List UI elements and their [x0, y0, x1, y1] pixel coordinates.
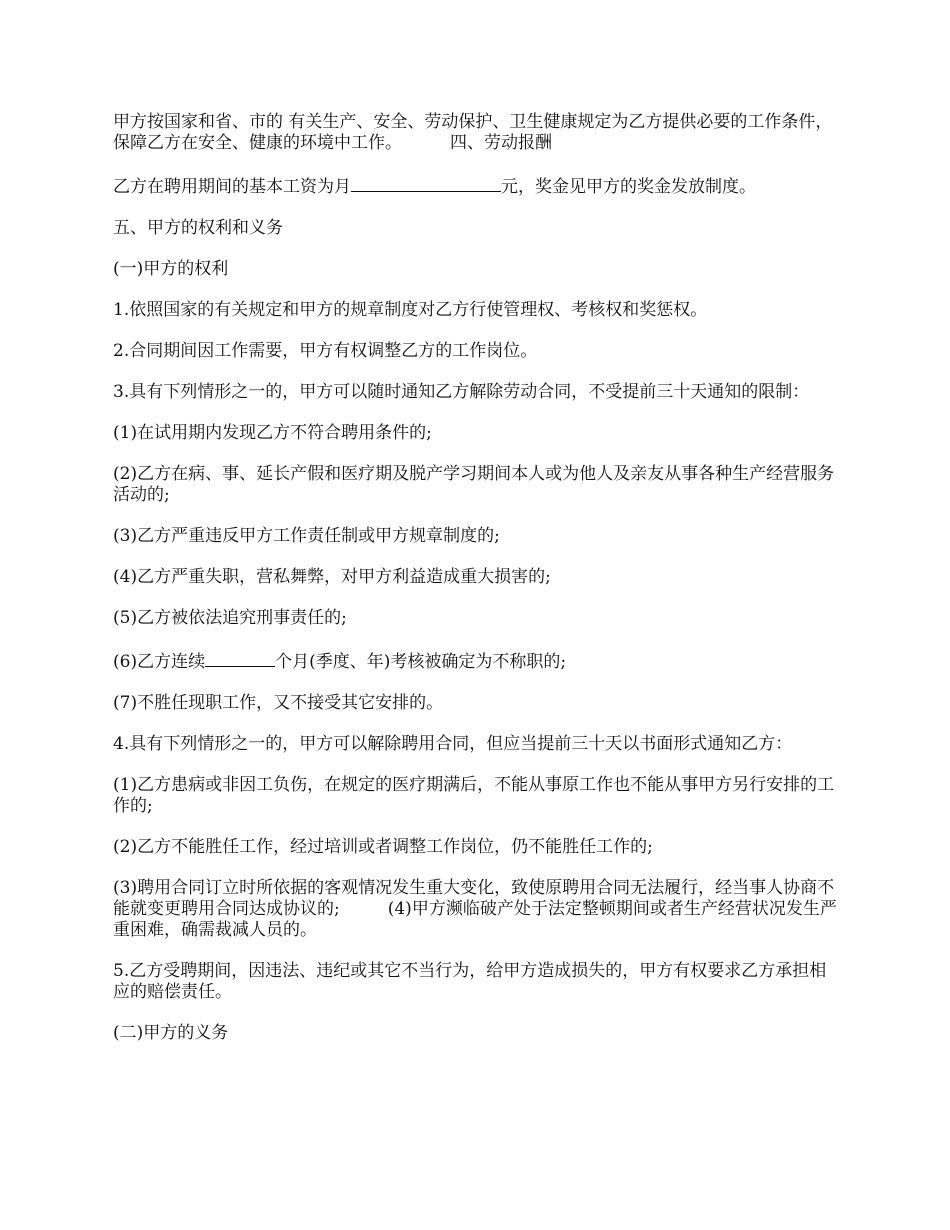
list-item-incompetence: (2)乙方不能胜任工作，经过培训或者调整工作岗位，仍不能胜任工作的; — [113, 837, 653, 857]
clause-5-compensation: 5.乙方受聘期间，因违法、违纪或其它不当行为，给甲方造成损失的，甲方有权要求乙方承担相应的赔偿责任。 — [113, 961, 827, 1002]
clause-2-adjust-position: 2.合同期间因工作需要，甲方有权调整乙方的工作岗位。 — [113, 341, 538, 361]
list-item-changed-circumstances: (3)聘用合同订立时所依据的客观情况发生重大变化，致使原聘用合同无法履行，经当事人协商不能就变更聘用合同达成协议的; (4)甲方濒临破产处于法定整顿期间或者生产经营状况发生严重困难，确需裁减人员的。 — [113, 878, 837, 940]
clause-3-immediate-termination: 3.具有下列情形之一的，甲方可以随时通知乙方解除劳动合同，不受提前三十天通知的限制： — [113, 382, 810, 402]
list-item-illness-injury: (1)乙方患病或非因工负伤，在规定的医疗期满后，不能从事原工作也不能从事甲方另行安排的工作的; — [113, 775, 835, 816]
document-body — [113, 112, 843, 1064]
clause-4-notice-termination: 4.具有下列情形之一的，甲方可以解除聘用合同，但应当提前三十天以书面形式通知乙方： — [113, 734, 793, 754]
months-blank-field — [205, 649, 275, 667]
paragraph-working-conditions — [113, 112, 843, 154]
list-item-side-business: (2)乙方在病、事、延长产假和医疗期及脱产学习期间本人或为他人及亲友从事各种生产经营服务活动的; — [113, 464, 835, 505]
list-item-refuse-arrangement: (7)不胜任现职工作，又不接受其它安排的。 — [113, 693, 444, 713]
section-heading-rights-duties: 五、甲方的权利和义务 — [113, 218, 283, 238]
list-item-criminal-liability: (5)乙方被依法追究刑事责任的; — [113, 608, 347, 628]
list-item-unqualified-assessment: (6)乙方连续 个月(季度、年)考核被确定为不称职的; — [113, 649, 843, 673]
section-heading-labor-pay: 四、劳动报酬 — [450, 133, 552, 153]
list-item-probation: (1)在试用期内发现乙方不符合聘用条件的; — [113, 423, 432, 443]
clause-1-management-rights: 1.依照国家的有关规定和甲方的规章制度对乙方行使管理权、考核权和奖惩权。 — [113, 300, 708, 320]
subheading-party-a-rights: (一)甲方的权利 — [113, 259, 229, 279]
salary-blank-field — [351, 174, 501, 192]
list-item-bankruptcy: (4)甲方濒临破产处于法定整顿期间或者生产经营状况发生严重困难，确需裁减人员的。 — [113, 899, 837, 940]
paragraph-base-salary: 乙方在聘用期间的基本工资为月 元，奖金见甲方的奖金发放制度。 — [113, 174, 843, 198]
list-item-rule-violation: (3)乙方严重违反甲方工作责任制或甲方规章制度的; — [113, 526, 500, 546]
subheading-party-a-duties: (二)甲方的义务 — [113, 1023, 229, 1043]
working-conditions-text: 甲方按国家和省、市的 有关生产、安全、劳动保护、卫生健康规定为乙方提供必要的工作条件，保障乙方在安全、健康的环境中工作。 — [113, 112, 833, 153]
list-item-negligence: (4)乙方严重失职，营私舞弊，对甲方利益造成重大损害的; — [113, 567, 551, 587]
